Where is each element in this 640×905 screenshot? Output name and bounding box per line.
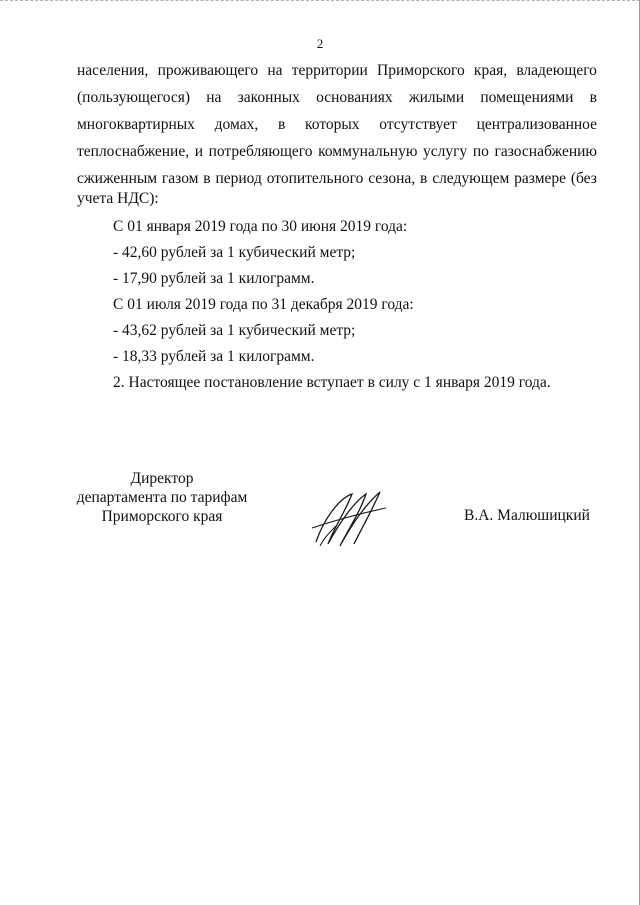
signatory-title-line-2: департамента по тарифам <box>76 489 248 506</box>
period-1-item-2: - 17,90 рублей за 1 килограмм. <box>113 270 315 287</box>
word: домах, <box>214 116 259 133</box>
word: сжиженным <box>77 170 158 187</box>
word: сезона, <box>368 170 416 187</box>
page-number: 2 <box>316 36 324 51</box>
word: централизованное <box>476 116 597 133</box>
period-2-item-2: - 18,33 рублей за 1 килограмм. <box>113 348 315 365</box>
paragraph-line-3 <box>77 115 597 135</box>
signatory-title-line-3: Приморского края <box>101 508 223 525</box>
word: теплоснабжение, <box>77 143 190 160</box>
scan-top-edge <box>0 0 640 2</box>
paragraph-line-6: учета НДС): <box>77 190 159 207</box>
word: газоснабжению <box>494 143 597 160</box>
word: услугу <box>423 143 468 160</box>
paragraph-line-1 <box>77 61 597 81</box>
signatory-title <box>72 469 252 526</box>
word: в <box>203 170 211 187</box>
word: жилыми <box>408 89 465 106</box>
word: следующем <box>432 170 510 187</box>
word: населения, <box>77 62 149 79</box>
signatory-title-line-1: Директор <box>130 470 194 487</box>
word: период <box>215 170 262 187</box>
word: Приморского <box>377 62 465 79</box>
period-2-heading: С 01 июля 2019 года по 31 декабря 2019 года: <box>113 296 414 313</box>
word: газом <box>161 170 199 187</box>
handwritten-signature <box>310 488 390 555</box>
clause-2: 2. Настоящее постановление вступает в силу с 1 января 2019 года. <box>113 374 551 391</box>
word: в <box>420 170 428 187</box>
word: многоквартирных <box>77 116 195 133</box>
word: в <box>589 89 597 106</box>
word: отопительного <box>266 170 364 187</box>
word: отсутствует <box>379 116 457 133</box>
word: по <box>472 143 489 160</box>
word: в <box>277 116 286 133</box>
word: коммунальную <box>318 143 418 160</box>
word: помещениями <box>480 89 574 106</box>
word: владеющего <box>516 62 597 79</box>
word: потребляющего <box>208 143 313 160</box>
word: и <box>194 143 203 160</box>
word: (пользующегося) <box>77 89 191 106</box>
period-2-item-1: - 43,62 рублей за 1 кубический метр; <box>113 322 356 339</box>
word: территории <box>291 62 368 79</box>
word: проживающего <box>157 62 259 79</box>
word: на <box>206 89 222 106</box>
period-1-heading: С 01 января 2019 года по 30 июня 2019 года: <box>113 218 408 235</box>
paragraph-line-5 <box>77 169 597 189</box>
period-1-item-1: - 42,60 рублей за 1 кубический метр; <box>113 244 356 261</box>
word: на <box>267 62 283 79</box>
word: законных <box>237 89 300 106</box>
word: (без <box>570 170 597 187</box>
word: края, <box>473 62 508 79</box>
word: основаниях <box>316 89 393 106</box>
signer-name: В.А. Малюшицкий <box>464 507 590 524</box>
paragraph-line-4 <box>77 142 597 162</box>
paragraph-line-2 <box>77 88 597 108</box>
word: размере <box>514 170 567 187</box>
word: которых <box>305 116 360 133</box>
